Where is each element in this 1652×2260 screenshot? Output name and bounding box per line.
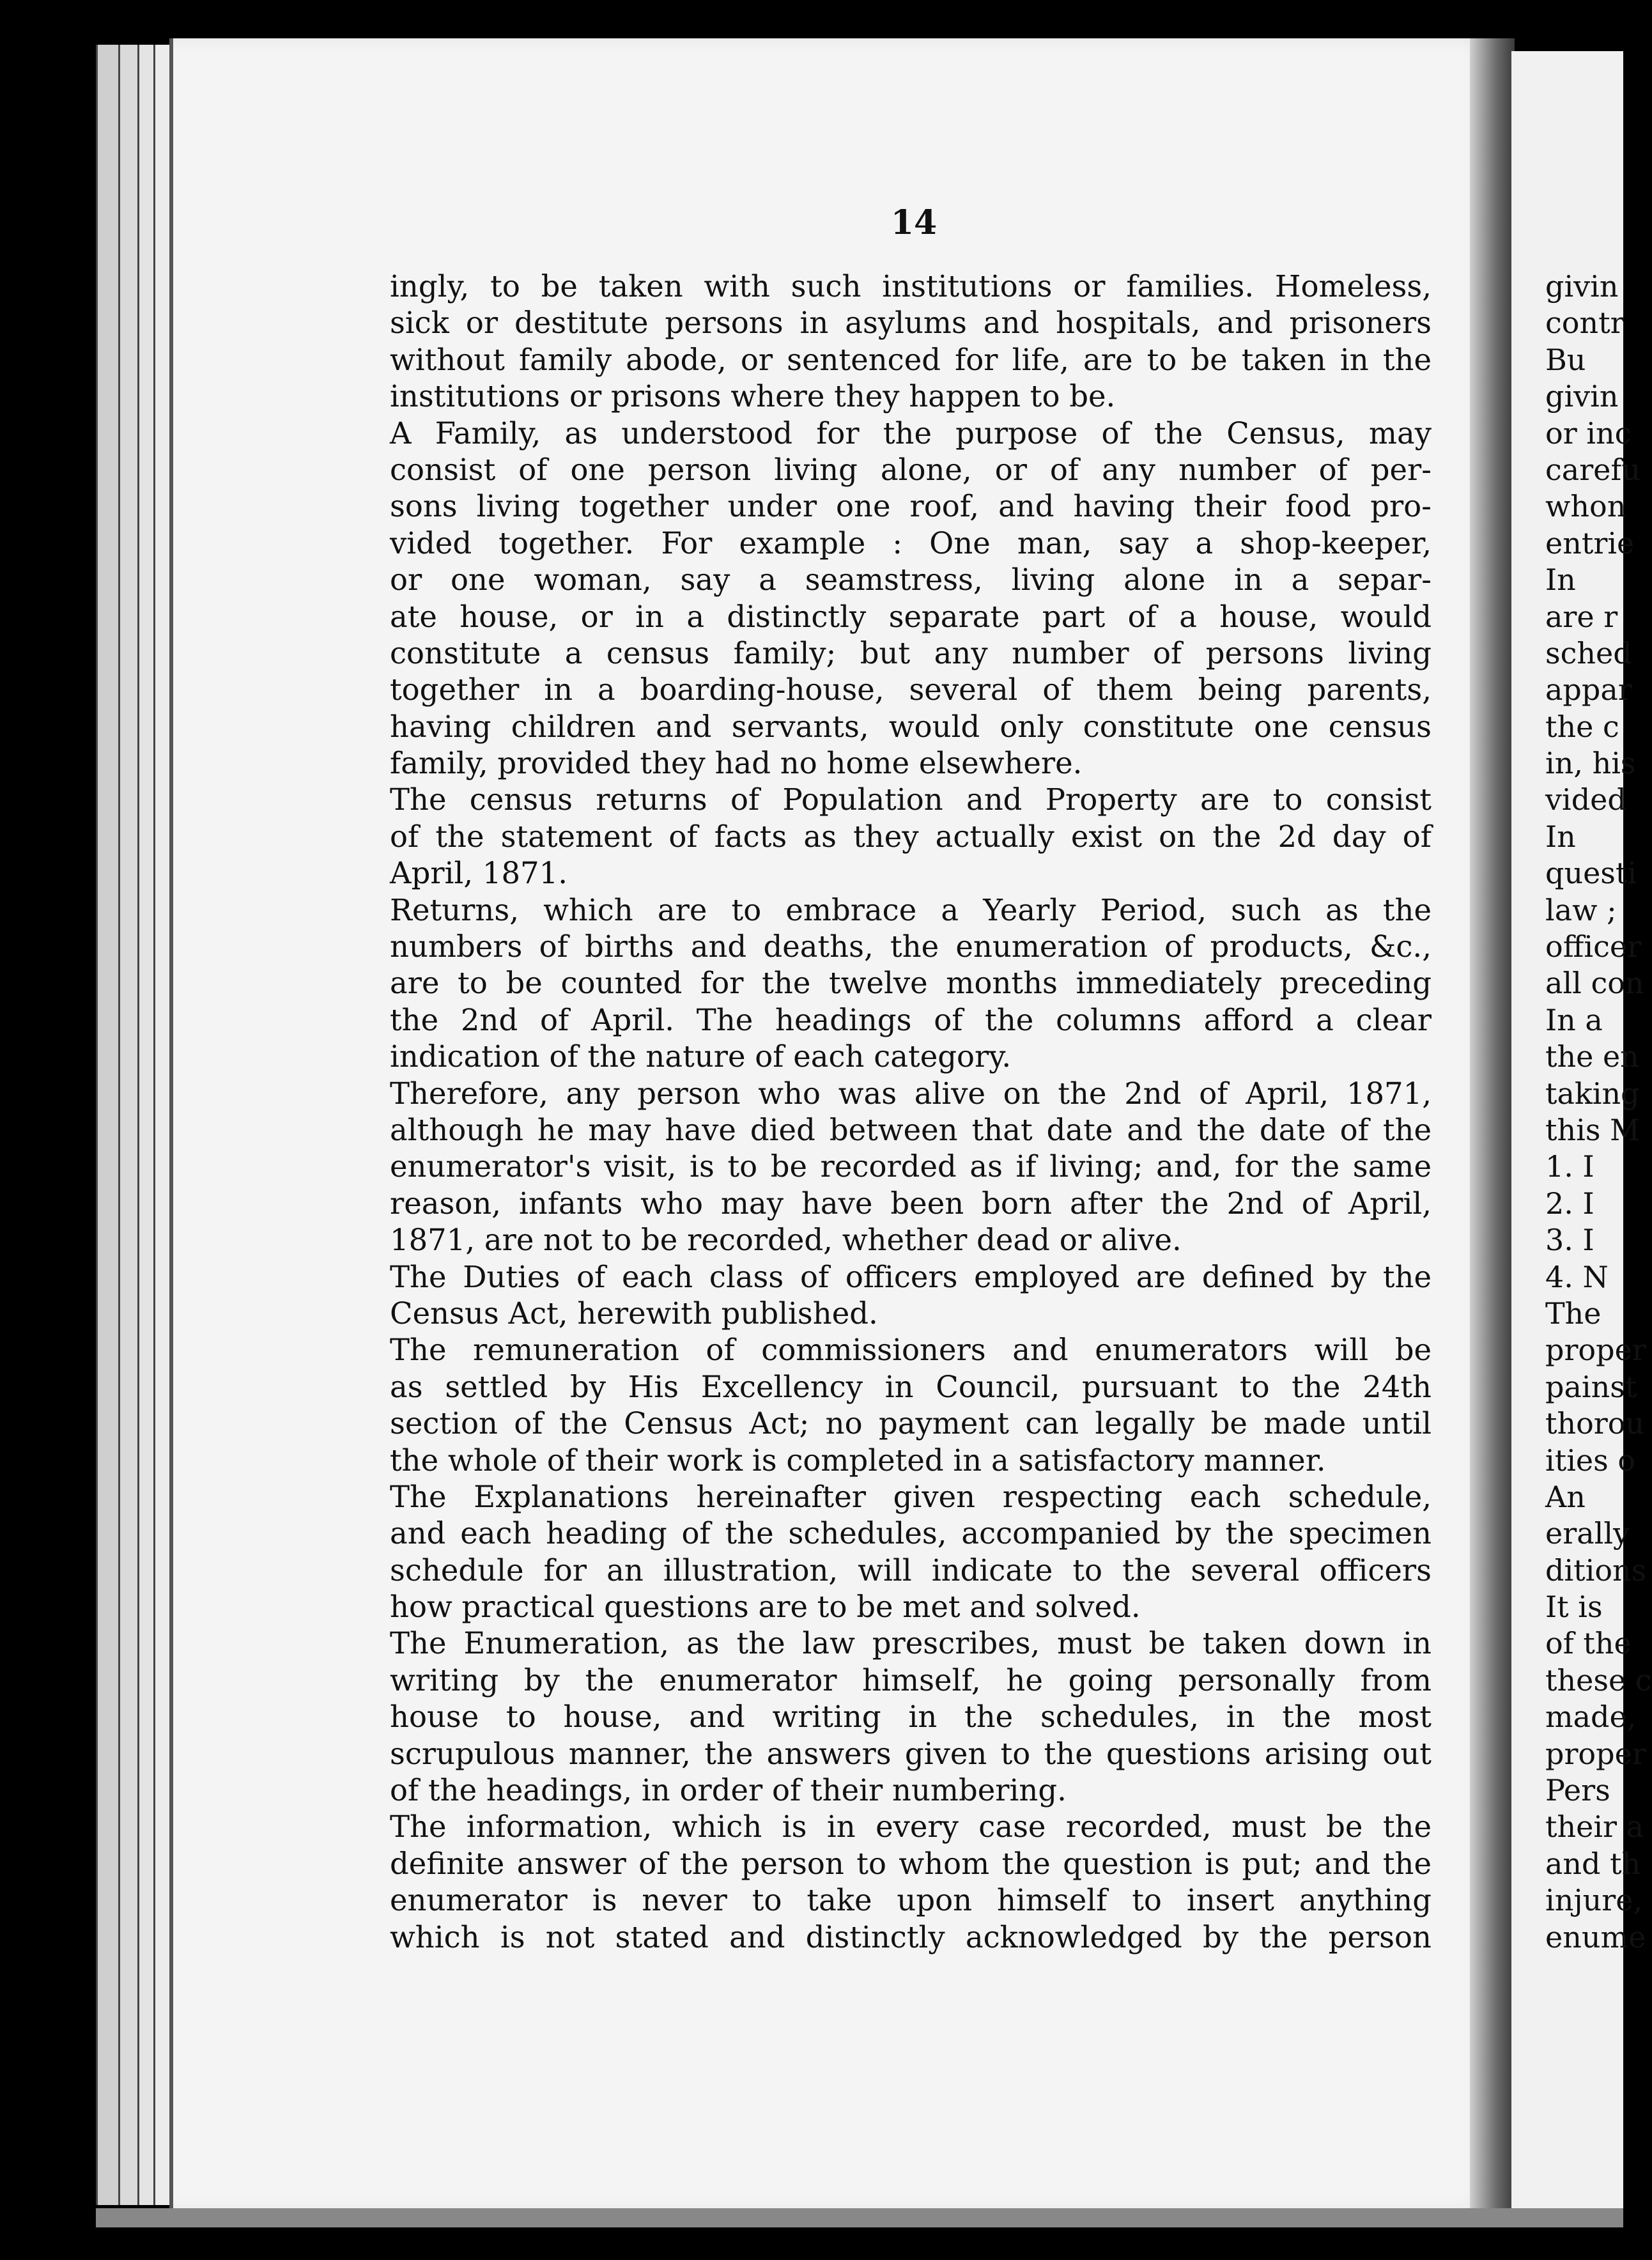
- body-line: without family abode, or sentenced for life, are to be taken in the: [390, 342, 1432, 377]
- body-line: schedule for an illustration, will indicate to the several officers: [390, 1552, 1432, 1588]
- body-text: [390, 268, 1432, 1956]
- right-page-line: Bu: [1545, 342, 1586, 377]
- body-line: The Enumeration, as the law prescribes, must be taken down in: [390, 1626, 1432, 1661]
- right-page-line: painst: [1545, 1369, 1637, 1404]
- body-line: scrupulous manner, the answers given to the questions arising out: [390, 1736, 1432, 1771]
- right-page-line: proper: [1545, 1333, 1646, 1368]
- body-line: the 2nd of April. The headings of the columns afford a clear: [390, 1002, 1432, 1037]
- right-page-line: In: [1545, 562, 1576, 598]
- right-page-line: 4. N: [1545, 1259, 1609, 1294]
- right-page-line: these c: [1545, 1662, 1652, 1698]
- right-page-text: [1545, 268, 1652, 1956]
- right-page-line: It is: [1545, 1590, 1603, 1625]
- body-line: of the statement of facts as they actually exist on the 2d day of: [390, 819, 1432, 854]
- body-line: enumerator is never to take upon himself to insert anything: [390, 1883, 1432, 1918]
- right-page-line: or inc: [1545, 415, 1632, 451]
- body-line: ingly, to be taken with such institutions or families. Homeless,: [390, 269, 1432, 304]
- right-page-line: injure,: [1545, 1883, 1643, 1918]
- body-line: The Duties of each class of officers employed are defined by the: [390, 1259, 1432, 1294]
- body-line: Returns, which are to embrace a Yearly Period, such as the: [390, 892, 1432, 927]
- right-page-line: entrie: [1545, 525, 1635, 561]
- body-line: indication of the nature of each category.: [390, 1039, 1012, 1074]
- body-line: institutions or prisons where they happen to be.: [390, 379, 1116, 414]
- body-line: The remuneration of commissioners and enumerators will be: [390, 1333, 1432, 1368]
- body-line: reason, infants who may have been born after the 2nd of April,: [390, 1186, 1432, 1221]
- body-line: The census returns of Population and Property are to consist: [390, 782, 1432, 817]
- right-page-line: proper: [1545, 1736, 1646, 1771]
- right-page-line: in, his: [1545, 746, 1636, 781]
- body-line: together in a boarding-house, several of them being parents,: [390, 672, 1432, 708]
- right-page-line: the c: [1545, 709, 1619, 744]
- body-line: having children and servants, would only constitute one census: [390, 709, 1432, 744]
- right-page-line: In a: [1545, 1002, 1603, 1037]
- right-page-line: taking: [1545, 1076, 1640, 1111]
- right-page-line: their a: [1545, 1809, 1644, 1845]
- right-page-line: the en: [1545, 1039, 1639, 1074]
- right-page-line: officer: [1545, 929, 1642, 964]
- right-page-line: appar: [1545, 672, 1632, 708]
- right-page-line: law ;: [1545, 892, 1617, 927]
- right-page-line: sched: [1545, 635, 1632, 670]
- body-line: how practical questions are to be met and solved.: [390, 1590, 1141, 1625]
- right-page-line: thorou: [1545, 1406, 1645, 1441]
- body-line: sons living together under one roof, and having their food pro-: [390, 489, 1432, 524]
- right-page-line: whon: [1545, 489, 1626, 524]
- right-page-line: questi: [1545, 856, 1637, 891]
- right-page-line: made,: [1545, 1699, 1637, 1735]
- body-line: enumerator's visit, is to be recorded as if living; and, for the same: [390, 1149, 1432, 1184]
- right-page-line: and th: [1545, 1846, 1641, 1881]
- body-line: Therefore, any person who was alive on the 2nd of April, 1871,: [390, 1076, 1432, 1111]
- right-page-line: An: [1545, 1479, 1586, 1514]
- body-line: numbers of births and deaths, the enumeration of products, &c.,: [390, 929, 1432, 964]
- body-line: constitute a census family; but any number of persons living: [390, 635, 1432, 670]
- right-page-line: ditions: [1545, 1552, 1647, 1588]
- body-line: consist of one person living alone, or of any number of per-: [390, 452, 1432, 487]
- body-line: are to be counted for the twelve months immediately preceding: [390, 966, 1432, 1001]
- body-line: The Explanations hereinafter given respecting each schedule,: [390, 1479, 1432, 1514]
- right-page-line: 3. I: [1545, 1223, 1594, 1258]
- body-line: sick or destitute persons in asylums and hospitals, and prisoners: [390, 306, 1432, 341]
- body-line: ate house, or in a distinctly separate part of a house, would: [390, 599, 1432, 634]
- bottom-page-edge: [96, 2208, 1623, 2227]
- right-page-line: ities o: [1545, 1443, 1636, 1478]
- body-line: or one woman, say a seamstress, living alone in a separ-: [390, 562, 1432, 598]
- body-line: of the headings, in order of their numbering.: [390, 1773, 1067, 1808]
- body-line: family, provided they had no home elsewhere.: [390, 746, 1083, 781]
- right-page-line: givin: [1545, 379, 1619, 414]
- body-line: A Family, as understood for the purpose of the Census, may: [390, 415, 1432, 451]
- body-line: although he may have died between that date and the date of the: [390, 1112, 1432, 1147]
- body-line: and each heading of the schedules, accompanied by the specimen: [390, 1516, 1432, 1551]
- right-page-line: 1. I: [1545, 1149, 1594, 1184]
- right-page-line: The: [1545, 1296, 1602, 1331]
- right-page-line: this M: [1545, 1112, 1640, 1147]
- right-page-line: enume: [1545, 1919, 1646, 1954]
- body-line: the whole of their work is completed in a satisfactory manner.: [390, 1443, 1326, 1478]
- body-line: house to house, and writing in the schedules, in the most: [390, 1699, 1432, 1735]
- body-line: section of the Census Act; no payment can legally be made until: [390, 1406, 1432, 1441]
- right-page-line: Pers: [1545, 1773, 1610, 1808]
- right-page-line: carefu: [1545, 452, 1641, 487]
- right-page-line: are r: [1545, 599, 1618, 634]
- body-line: The information, which is in every case recorded, must be the: [390, 1809, 1432, 1845]
- right-page-line: contr: [1545, 306, 1625, 341]
- right-page-line: vided: [1545, 782, 1626, 817]
- page-number: 14: [890, 203, 938, 242]
- right-page-line: erally: [1545, 1516, 1630, 1551]
- body-line: Census Act, herewith published.: [390, 1296, 878, 1331]
- right-page-line: In: [1545, 819, 1576, 854]
- body-line: which is not stated and distinctly acknowledged by the person: [390, 1919, 1432, 1954]
- body-line: April, 1871.: [390, 856, 568, 891]
- book-gutter: [1470, 38, 1515, 2211]
- body-line: vided together. For example : One man, say a shop-keeper,: [390, 525, 1432, 561]
- right-page-line: of the: [1545, 1626, 1632, 1661]
- body-line: writing by the enumerator himself, he going personally from: [390, 1662, 1432, 1698]
- right-page-line: all con: [1545, 966, 1644, 1001]
- body-line: definite answer of the person to whom the question is put; and the: [390, 1846, 1432, 1881]
- right-page-line: 2. I: [1545, 1186, 1594, 1221]
- body-line: 1871, are not to be recorded, whether dead or alive.: [390, 1223, 1182, 1258]
- right-page-line: givin: [1545, 269, 1619, 304]
- body-line: as settled by His Excellency in Council, pursuant to the 24th: [390, 1369, 1432, 1404]
